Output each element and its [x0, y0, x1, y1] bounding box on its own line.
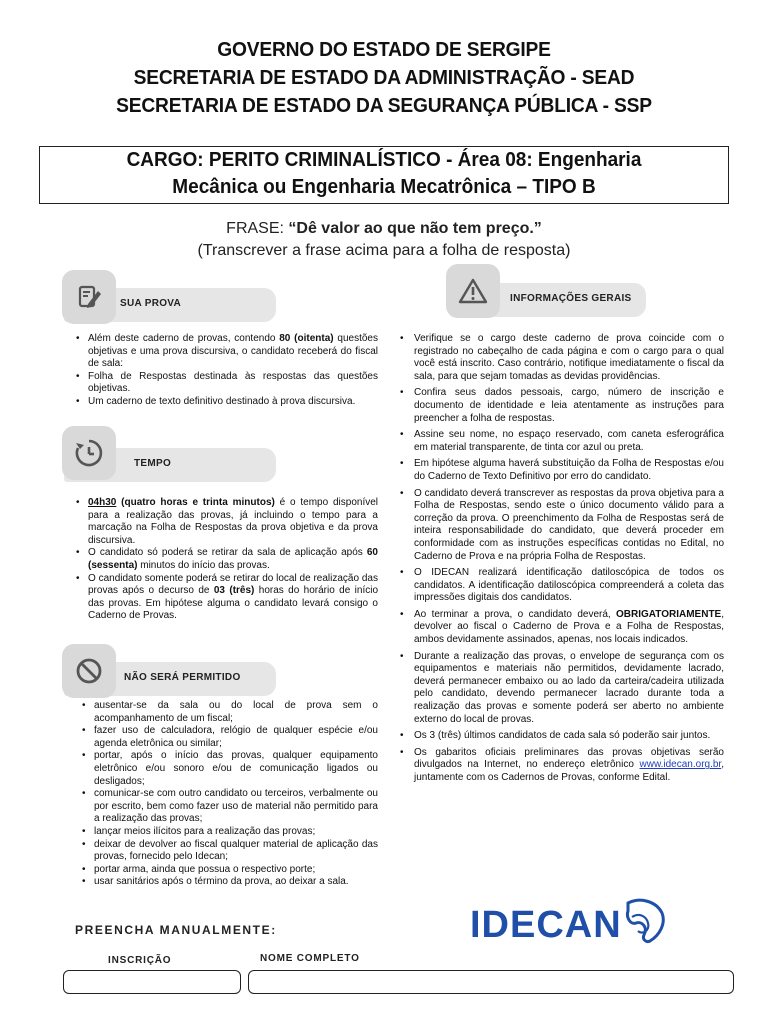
list-item	[402, 747, 724, 785]
list-item: • lançar meios ilícitos para a realização das provas;	[88, 826, 378, 839]
list-item: • Confira seus dados pessoais, cargo, número de inscrição e documento de identidade e leia atentamente as instruções para preencher a folha de respostas.	[402, 387, 724, 425]
idecan-logo	[470, 893, 670, 949]
list-item	[82, 497, 378, 547]
cargo-line-1: CARGO: PERITO CRIMINALÍSTICO - Área 08: Engenharia	[126, 149, 642, 171]
list-item	[402, 609, 724, 647]
text: O candidato só poderá se retirar da sala de aplicação após	[88, 547, 367, 559]
nome-completo-field[interactable]	[248, 970, 734, 994]
sua-prova-list	[72, 333, 378, 409]
text: Ao terminar a prova, o candidato deverá,	[414, 608, 617, 620]
list-item: • Durante a realização das provas, o envelope de segurança com os equipamentos e materiais não permitidos, devidamente lacrado, deverá permanecer embaixo ou ao lado da carteira/cadeira utilizada pelo candidato, devendo permanecer lacrado durante toda a realização das provas e somente poderá ser aberto no ambiente externo do local de provas.	[402, 651, 724, 727]
prohibited-icon	[62, 644, 116, 698]
tempo-title: TEMPO	[134, 458, 172, 469]
list-item: • portar arma, ainda que possua o respectivo porte;	[88, 864, 378, 877]
informacoes-list	[392, 333, 724, 789]
list-item: • O candidato deverá transcrever as respostas da prova objetiva para a Folha de Respostas, sendo este o único documento válido para a correção da prova. O preenchimento da Folha de Respostas será de inteira responsabilidade do candidato, que deverá proceder em conformidade com as instruções específicas contidas no Edital, no Caderno de Prova e na própria Folha de Respostas.	[402, 488, 724, 564]
sua-prova-title: SUA PROVA	[120, 298, 182, 309]
header-line-2: SECRETARIA DE ESTADO DA ADMINISTRAÇÃO - SEAD	[133, 67, 635, 89]
nao-permitido-list	[78, 700, 378, 889]
text: O candidato somente poderá se retirar do local de realização das provas após o decurso de	[88, 572, 378, 597]
frase-line	[0, 218, 768, 240]
list-item	[82, 333, 378, 371]
list-item: • Um caderno de texto definitivo destinado à prova discursiva.	[82, 396, 378, 409]
text: 04h30	[88, 497, 117, 508]
header-line-1: GOVERNO DO ESTADO DE SERGIPE	[217, 39, 551, 61]
document-header	[0, 36, 768, 120]
text: horas do horário de início das provas. Em hipótese alguma o candidato levará consigo o Caderno de Provas.	[88, 585, 379, 622]
list-item: • O IDECAN realizará identificação datiloscópica de todos os candidatos. A identificação datiloscópica compreenderá a coleta das impressões digitais dos candidatos.	[402, 567, 724, 605]
tempo-list	[72, 497, 378, 623]
emphasis: 80 (oitenta)	[279, 333, 334, 344]
text: Além deste caderno de provas, contendo	[88, 333, 280, 344]
text: questões objetivas e uma prova discursiva, o candidato receberá do fiscal de sala:	[88, 333, 378, 370]
list-item: • deixar de devolver ao fiscal qualquer material de aplicação das provas, fornecido pelo Idecan;	[88, 839, 378, 864]
inscricao-field[interactable]	[63, 970, 241, 994]
list-item	[82, 547, 378, 572]
informacoes-title: INFORMAÇÕES GERAIS	[510, 293, 632, 304]
text: , juntamente com os Cadernos de Provas, conforme Edital.	[414, 759, 724, 783]
inscricao-label: INSCRIÇÃO	[108, 955, 172, 966]
nao-permitido-title: NÃO SERÁ PERMITIDO	[124, 672, 241, 683]
idecan-link[interactable]: www.idecan.org.br	[639, 759, 722, 771]
frase-block	[0, 218, 768, 262]
frase-label: FRASE:	[226, 220, 289, 237]
warning-icon	[446, 264, 500, 318]
list-item: • comunicar-se com outro candidato ou terceiros, verbalmente ou por escrito, bem como fazer uso de material não permitido para a realização das provas;	[88, 788, 378, 826]
emphasis: 03 (três)	[213, 585, 255, 597]
emphasis: 60 (sessenta)	[88, 547, 378, 571]
header-line-3: SECRETARIA DE ESTADO DA SEGURANÇA PÚBLICA - SSP	[116, 95, 652, 117]
emphasis: (quatro horas e trinta minutos)	[116, 497, 275, 508]
clock-icon	[62, 426, 116, 480]
text: , devolver ao fiscal o Caderno de Prova e a Folha de Respostas, ambos devidamente assinados, apenas, nos locais indicados.	[414, 608, 724, 646]
cargo-line-2: Mecânica ou Engenharia Mecatrônica – TIPO B	[172, 176, 596, 198]
emphasis: OBRIGATORIAMENTE	[616, 608, 722, 620]
text: Os gabaritos oficiais preliminares das provas objetivas serão divulgados na Internet, no endereço eletrônico	[414, 746, 724, 771]
frase-instruction: (Transcrever a frase acima para a folha de resposta)	[197, 242, 571, 259]
preencha-label: PREENCHA MANUALMENTE:	[75, 923, 277, 937]
list-item: • portar, após o início das provas, qualquer equipamento eletrônico e/ou sonoro e/ou de comunicação ligados ou desligados;	[88, 750, 378, 788]
list-item: • Verifique se o cargo deste caderno de prova coincide com o registrado no cabeçalho de cada página e com o cargo para o qual você está inscrito. Caso contrário, notifique imediatamente o fiscal da sala, para que sejam tomadas as devidas providências.	[402, 333, 724, 383]
frase-quote: “Dê valor ao que não tem preço.”	[288, 220, 542, 237]
list-item: • ausentar-se da sala ou do local de prova sem o acompanhamento de um fiscal;	[88, 700, 378, 725]
text: minutos do início das provas.	[137, 559, 270, 571]
list-item: • Folha de Respostas destinada às respostas das questões objetivas.	[82, 371, 378, 396]
pencil-edit-icon	[62, 270, 116, 324]
list-item: • usar sanitários após o término da prova, ao deixar a sala.	[88, 876, 378, 889]
text: é o tempo disponível para a realização das provas, já incluindo o tempo para a marcação na Folha de Respostas da prova objetiva e da prova discursiva.	[88, 497, 379, 546]
nome-completo-label: NOME COMPLETO	[260, 953, 360, 964]
logo-text: IDECAN	[470, 904, 622, 946]
list-item	[82, 573, 378, 623]
list-item: • Os 3 (três) últimos candidatos de cada sala só poderão sair juntos.	[402, 730, 724, 743]
list-item: • fazer uso de calculadora, relógio de qualquer espécie e/ou agenda eletrônica ou similar;	[88, 725, 378, 750]
cargo-box	[39, 146, 729, 204]
list-item: • Assine seu nome, no espaço reservado, com caneta esferográfica em material transparente, de tinta cor azul ou preta.	[402, 429, 724, 454]
list-item: • Em hipótese alguma haverá substituição da Folha de Respostas e/ou do Caderno de Texto Definitivo por erro do candidato.	[402, 458, 724, 483]
